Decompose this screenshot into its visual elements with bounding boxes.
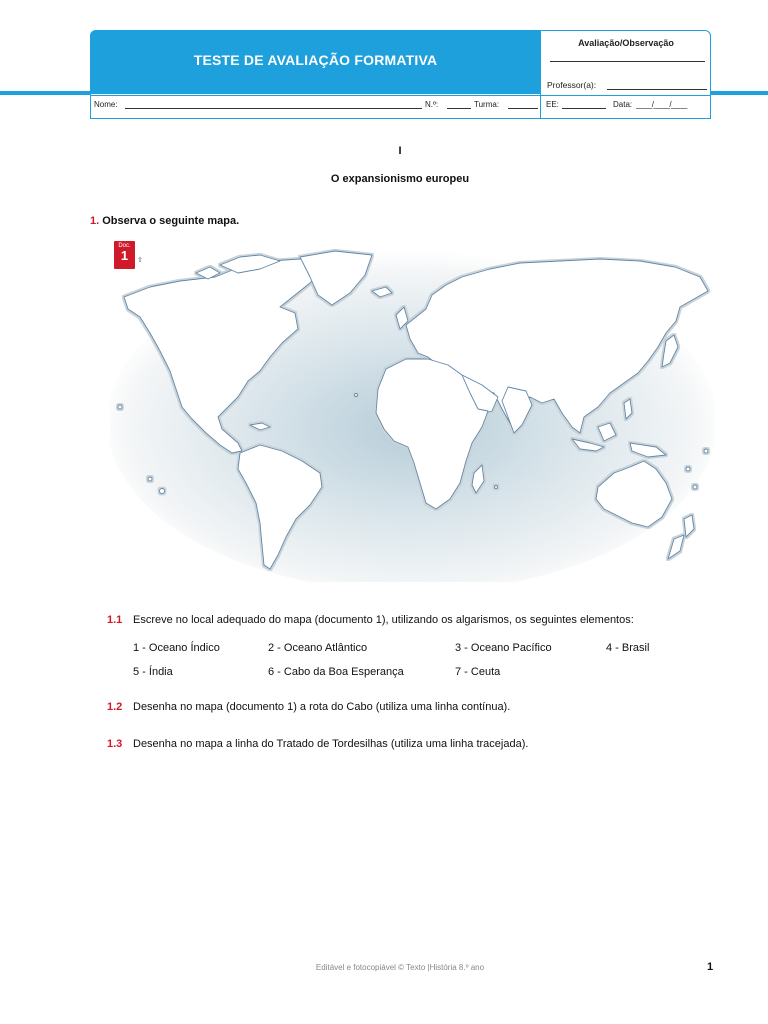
date-label: Data: <box>613 100 633 109</box>
new-zealand <box>684 515 694 537</box>
new-zealand-south <box>668 535 684 559</box>
document-badge-label: Doc. <box>118 243 131 249</box>
element-item: 5 - Índia <box>133 666 173 678</box>
question-1-text: Observa o seguinte mapa. <box>102 215 240 227</box>
pacific-island <box>686 467 690 471</box>
section-number: I <box>398 145 402 157</box>
subquestion-1-1 <box>107 614 634 626</box>
pacific-island <box>704 449 708 453</box>
north-arrow-icon: ⇧ <box>137 257 143 264</box>
subquestion-text: Desenha no mapa a linha do Tratado de Tordesilhas (utiliza uma linha tracejada). <box>133 738 529 750</box>
element-item: 4 - Brasil <box>606 642 650 654</box>
subquestion-1-2 <box>107 701 510 713</box>
element-item: 1 - Oceano Índico <box>133 642 220 654</box>
subquestion-number: 1.2 <box>107 701 123 713</box>
teacher-label: Professor(a): <box>547 80 597 90</box>
element-item: 6 - Cabo da Boa Esperança <box>268 666 404 678</box>
world-map <box>110 247 715 582</box>
class-label: Turma: <box>474 100 500 109</box>
page-number: 1 <box>707 961 714 973</box>
pacific-island <box>160 489 165 494</box>
teacher-field[interactable] <box>607 89 707 90</box>
element-item: 7 - Ceuta <box>455 666 501 678</box>
ee-label: EE: <box>546 100 559 109</box>
subquestion-1-3 <box>107 738 528 750</box>
pacific-island <box>148 477 152 481</box>
footer-text: Editável e fotocopiável © Texto |História 8.º ano <box>315 963 485 972</box>
question-1 <box>90 215 239 227</box>
document-badge <box>114 241 135 269</box>
element-item: 3 - Oceano Pacífico <box>455 642 552 654</box>
class-field[interactable] <box>508 100 538 109</box>
evaluation-field[interactable] <box>550 61 705 62</box>
name-label: Nome: <box>94 100 118 109</box>
date-field[interactable]: ____/____/____ <box>636 100 687 109</box>
subquestion-text: Desenha no mapa (documento 1) a rota do Cabo (utiliza uma linha contínua). <box>133 701 511 713</box>
pacific-island <box>693 485 697 489</box>
ee-field[interactable] <box>562 100 606 109</box>
subquestion-text: Escreve no local adequado do mapa (documento 1), utilizando os algarismos, os seguintes elementos: <box>133 614 634 626</box>
document-badge-number: 1 <box>120 248 129 263</box>
test-title: TESTE DE AVALIAÇÃO FORMATIVA <box>193 52 438 68</box>
evaluation-label: Avaliação/Observação <box>578 38 674 48</box>
subquestion-number: 1.3 <box>107 738 123 750</box>
indian-ocean-island <box>495 486 498 489</box>
element-item: 2 - Oceano Atlântico <box>268 642 368 654</box>
name-field[interactable] <box>125 100 422 109</box>
number-field[interactable] <box>447 100 471 109</box>
question-1-number: 1. <box>90 215 100 227</box>
number-label: N.º: <box>425 100 439 109</box>
header-divider-horizontal <box>90 95 711 96</box>
pacific-island <box>118 405 122 409</box>
subquestion-number: 1.1 <box>107 614 123 626</box>
section-title: O expansionismo europeu <box>330 173 470 185</box>
atlantic-island <box>355 394 358 397</box>
